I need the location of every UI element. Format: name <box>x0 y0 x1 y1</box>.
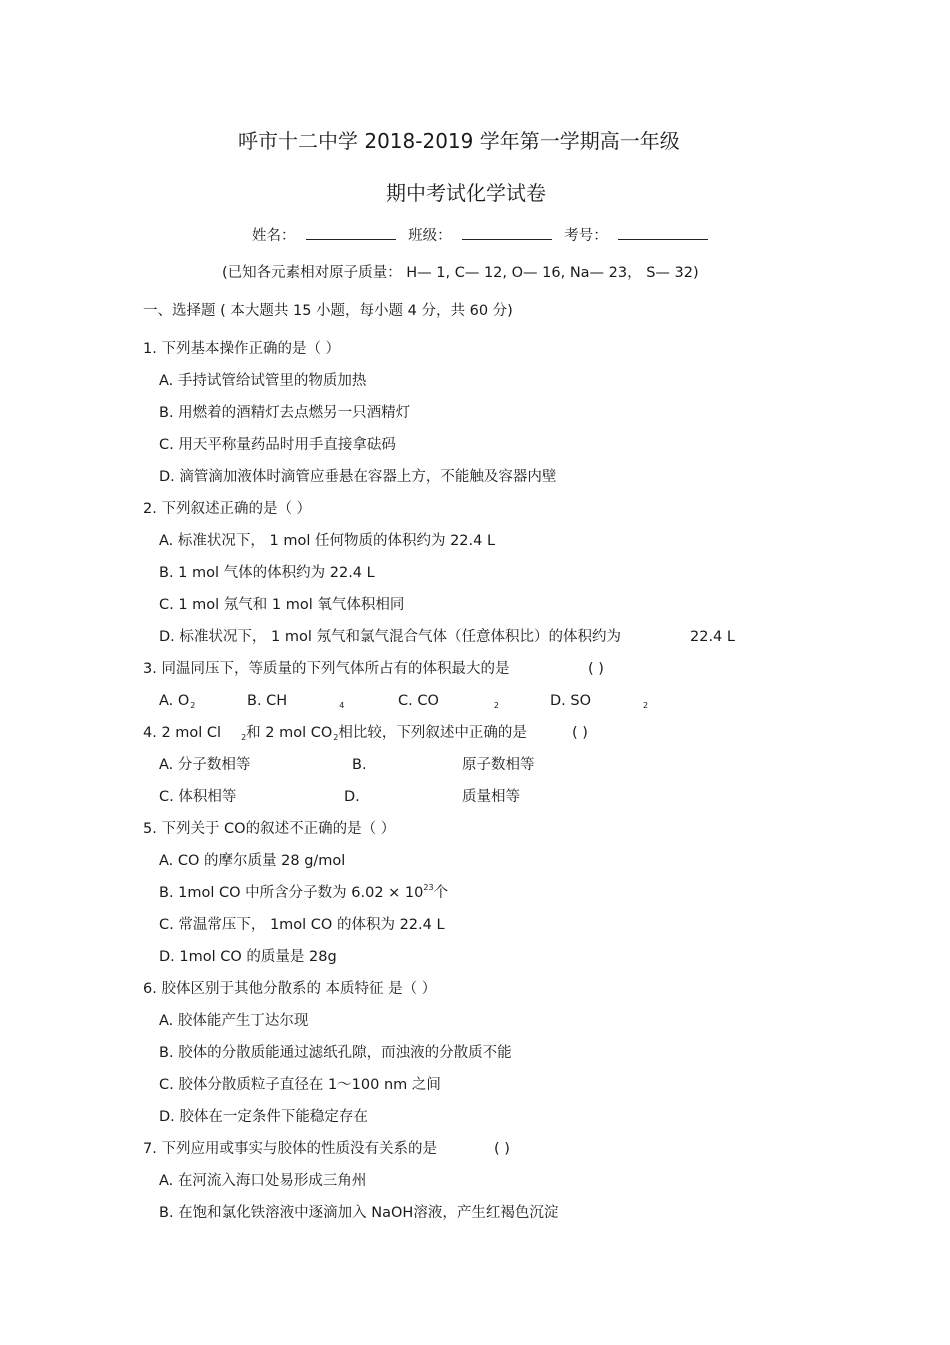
q5-stem: 5. 下列关于 CO的叙述不正确的是（ ） <box>143 821 396 837</box>
section-heading: 一、选择题 ( 本大题共 15 小题，每小题 4 分，共 60 分) <box>143 303 513 319</box>
q5-option-a: A. CO 的摩尔质量 28 g/mol <box>159 853 346 869</box>
q5-option-c: C. 常温常压下， 1mol CO 的体积为 22.4 L <box>159 917 445 933</box>
q3-d-sub: 2 <box>643 701 649 710</box>
q3-option-b <box>247 692 344 712</box>
id-blank <box>618 227 708 240</box>
q6-option-a: A. 胶体能产生丁达尔现 <box>159 1013 309 1029</box>
student-info-row <box>252 227 716 245</box>
q4-option-d-text: 质量相等 <box>462 789 520 805</box>
q4-stem <box>143 724 527 744</box>
class-label: 班级： <box>408 228 452 244</box>
name-label: 姓名： <box>252 228 296 244</box>
q3-stem: 3. 同温同压下，等质量的下列气体所占有的体积最大的是 <box>143 661 510 677</box>
q4-option-a: A. 分子数相等 <box>159 757 251 773</box>
q5-b-text: B. 1mol CO 中所含分子数为 6.02 × 10 <box>159 885 424 901</box>
q2-stem: 2. 下列叙述正确的是（ ） <box>143 501 312 517</box>
q4-option-d: D. <box>344 789 360 805</box>
q6-option-b: B. 胶体的分散质能通过滤纸孔隙，而浊液的分散质不能 <box>159 1045 512 1061</box>
atomic-mass-note: (已知各元素相对原子质量： H— 1, C— 12, O— 16, Na— 23， S— 32) <box>222 265 699 281</box>
q5-option-b <box>159 884 448 904</box>
q7-option-b: B. 在饱和氯化铁溶液中逐滴加入 NaOH溶液，产生红褐色沉淀 <box>159 1205 559 1221</box>
q3-c-text: C. CO <box>398 693 439 709</box>
q1-option-c: C. 用天平称量药品时用手直接拿砝码 <box>159 437 396 453</box>
q4-option-b-text: 原子数相等 <box>462 757 535 773</box>
q7-paren: ( ) <box>494 1141 510 1157</box>
q4-sub1: 2 <box>241 733 247 742</box>
q3-b-sub: 4 <box>339 701 345 710</box>
q4-part1: 4. 2 mol Cl <box>143 725 222 741</box>
q7-stem: 7. 下列应用或事实与胶体的性质没有关系的是 <box>143 1141 437 1157</box>
q4-part3: 相比较，下列叙述中正确的是 <box>338 725 527 741</box>
q2-option-d-value: 22.4 L <box>690 629 735 645</box>
q5-b-sup: 23 <box>423 883 434 892</box>
q3-a-text: A. O <box>159 693 190 709</box>
q2-option-b: B. 1 mol 气体的体积约为 22.4 L <box>159 565 375 581</box>
q6-option-c: C. 胶体分散质粒子直径在 1～100 nm 之间 <box>159 1077 441 1093</box>
q5-b-post: 个 <box>433 885 449 901</box>
q3-option-a <box>159 692 195 712</box>
q5-option-d: D. 1mol CO 的质量是 28g <box>159 949 337 965</box>
q3-paren: ( ) <box>588 661 604 677</box>
q2-option-d: D. 标准状况下， 1 mol 氖气和氯气混合气体（任意体积比）的体积约为 <box>159 629 621 645</box>
q3-option-d <box>550 692 648 712</box>
q4-option-b: B. <box>352 757 367 773</box>
exam-title-line1: 呼市十二中学 2018-2019 学年第一学期高一年级 <box>238 129 680 153</box>
q4-sub2: 2 <box>333 733 339 742</box>
name-blank <box>306 227 396 240</box>
q1-option-b: B. 用燃着的酒精灯去点燃另一只酒精灯 <box>159 405 411 421</box>
q4-paren: ( ) <box>572 725 588 741</box>
q4-option-c: C. 体积相等 <box>159 789 237 805</box>
q1-option-d: D. 滴管滴加液体时滴管应垂悬在容器上方，不能触及容器内壁 <box>159 469 557 485</box>
id-label: 考号： <box>564 228 608 244</box>
q1-stem: 1. 下列基本操作正确的是（ ） <box>143 341 341 357</box>
class-blank <box>462 227 552 240</box>
q3-b-text: B. CH <box>247 693 288 709</box>
q6-stem: 6. 胶体区别于其他分散系的 本质特征 是（ ） <box>143 981 437 997</box>
q3-c-sub: 2 <box>493 701 499 710</box>
q3-d-text: D. SO <box>550 693 592 709</box>
q2-option-c: C. 1 mol 氖气和 1 mol 氧气体积相同 <box>159 597 405 613</box>
q3-option-c <box>398 692 499 712</box>
q1-option-a: A. 手持试管给试管里的物质加热 <box>159 373 367 389</box>
q3-a-sub: 2 <box>190 701 196 710</box>
q4-part2: 和 2 mol CO <box>246 725 333 741</box>
q2-option-a: A. 标准状况下， 1 mol 任何物质的体积约为 22.4 L <box>159 533 496 549</box>
q7-option-a: A. 在河流入海口处易形成三角州 <box>159 1173 367 1189</box>
exam-title-line2: 期中考试化学试卷 <box>386 181 546 205</box>
q6-option-d: D. 胶体在一定条件下能稳定存在 <box>159 1109 368 1125</box>
